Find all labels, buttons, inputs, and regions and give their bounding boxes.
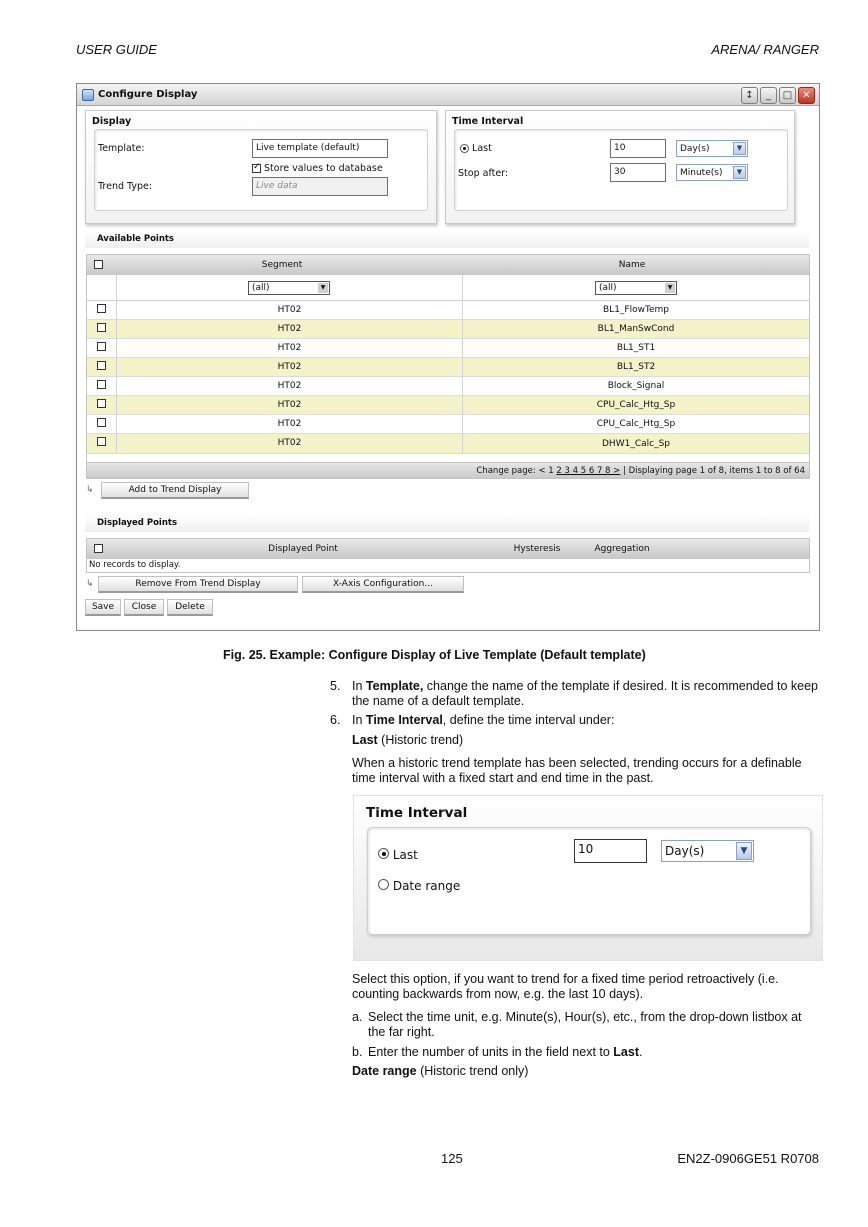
arrow-indicator-icon: ↳ <box>86 485 94 495</box>
stop-after-label: Stop after: <box>458 168 509 179</box>
displayed-select-all-cell <box>87 544 109 554</box>
time-interval-panel <box>445 110 795 224</box>
select-all-cell <box>87 260 109 270</box>
filter-row <box>87 275 809 301</box>
figure-caption: Fig. 25. Example: Configure Display of Live Template (Default template) <box>223 648 646 662</box>
template-label: Template: <box>98 143 145 154</box>
name-cell: BL1_ST1 <box>616 343 656 353</box>
store-values-option[interactable] <box>252 163 383 174</box>
step-b <box>352 1045 822 1060</box>
grid-spacer <box>87 453 809 462</box>
last-radio-option[interactable] <box>460 143 492 154</box>
filter-spacer <box>87 275 117 301</box>
row-checkbox[interactable] <box>97 380 106 389</box>
last-heading-bold: Last <box>352 733 378 747</box>
save-button[interactable]: Save <box>85 599 121 616</box>
row-checkbox[interactable] <box>97 304 106 313</box>
name-cell: BL1_ManSwCond <box>597 324 675 334</box>
display-panel-inner <box>94 129 428 211</box>
row-checkbox-cell <box>87 358 117 377</box>
name-cell: Block_Signal <box>607 381 665 391</box>
delete-button[interactable]: Delete <box>167 599 213 616</box>
step-b-label: b. <box>352 1045 363 1059</box>
time-interval-panel-title: Time Interval <box>452 116 524 127</box>
trend-type-input: Live data <box>252 177 388 196</box>
chevron-down-icon[interactable]: ▼ <box>318 283 328 293</box>
name-cell: BL1_FlowTemp <box>603 305 669 315</box>
step-6-text <box>352 713 822 728</box>
remove-from-trend-button[interactable]: Remove From Trend Display <box>98 576 298 593</box>
name-filter-select[interactable] <box>595 281 677 295</box>
segment-cell: HT02 <box>117 320 463 339</box>
select-all-checkbox[interactable] <box>94 260 103 269</box>
hysteresis-column-header[interactable]: Hysteresis <box>513 544 561 554</box>
stop-after-input[interactable]: 30 <box>610 163 666 182</box>
date-range-heading <box>352 1064 822 1079</box>
figure-date-range-option[interactable] <box>378 879 460 893</box>
aggregation-column-header[interactable]: Aggregation <box>594 544 650 554</box>
last-heading-post: (Historic trend) <box>377 733 464 747</box>
display-panel <box>85 110 437 224</box>
figure-last-input[interactable]: 10 <box>574 839 647 863</box>
step-5-bold: Template, <box>365 679 424 693</box>
chevron-down-icon[interactable]: ▼ <box>733 166 746 179</box>
displayed-select-all-checkbox[interactable] <box>94 544 103 553</box>
segment-filter-cell <box>117 275 463 301</box>
name-filter-value: (all) <box>599 282 617 293</box>
table-row[interactable] <box>87 377 809 396</box>
displayed-point-column-header[interactable]: Displayed Point <box>268 544 338 554</box>
page-number: 125 <box>441 1151 463 1166</box>
time-interval-panel-inner <box>454 129 788 211</box>
stop-unit-select[interactable] <box>676 164 748 181</box>
row-checkbox-cell <box>87 377 117 396</box>
figure-date-range-radio[interactable] <box>378 879 389 890</box>
step-5-pre: In <box>352 679 366 693</box>
row-checkbox-cell <box>87 301 117 320</box>
row-checkbox-cell <box>87 434 117 453</box>
table-row[interactable] <box>87 358 809 377</box>
chevron-down-icon[interactable]: ▼ <box>665 283 675 293</box>
empty-records-text: No records to display. <box>89 560 181 570</box>
displayed-points-title: Displayed Points <box>85 515 809 532</box>
row-checkbox-cell <box>87 320 117 339</box>
step-6-number: 6. <box>330 713 341 727</box>
trend-type-label: Trend Type: <box>98 181 153 192</box>
name-cell: CPU_Calc_Htg_Sp <box>596 419 676 429</box>
configure-display-window <box>76 83 820 631</box>
step-5-number: 5. <box>330 679 341 693</box>
stop-unit-value: Minute(s) <box>680 168 723 178</box>
segment-cell: HT02 <box>117 377 463 396</box>
figure-last-label: Last <box>392 848 418 862</box>
title-bar <box>77 84 819 106</box>
store-values-label: Store values to database <box>264 163 383 174</box>
last-heading <box>352 733 822 748</box>
segment-filter-select[interactable] <box>248 281 330 295</box>
last-unit-select[interactable] <box>676 140 748 157</box>
step-b-text <box>368 1045 822 1060</box>
step-6-pre: In <box>352 713 366 727</box>
close-button[interactable]: Close <box>124 599 164 616</box>
table-row[interactable] <box>87 434 809 453</box>
date-range-post: (Historic trend only) <box>416 1064 529 1078</box>
figure-last-option[interactable] <box>378 848 418 862</box>
figure-unit-select[interactable] <box>661 840 754 862</box>
arrow-indicator-icon: ↳ <box>86 579 94 589</box>
segment-cell: HT02 <box>117 434 463 453</box>
segment-cell: HT02 <box>117 301 463 320</box>
store-values-checkbox[interactable] <box>252 164 261 173</box>
last-unit-value: Day(s) <box>680 144 710 154</box>
table-row[interactable] <box>87 320 809 339</box>
name-cell: DHW1_Calc_Sp <box>602 438 670 449</box>
step-6-post: , define the time interval under: <box>442 713 615 727</box>
displayed-points-grid <box>86 538 810 573</box>
name-filter-cell <box>463 275 809 301</box>
time-interval-figure-title: Time Interval <box>366 805 468 821</box>
table-row[interactable] <box>87 339 809 358</box>
name-cell: BL1_ST2 <box>616 362 656 372</box>
figure-last-radio[interactable] <box>378 848 389 859</box>
row-checkbox[interactable] <box>97 418 106 427</box>
last-value-input[interactable]: 10 <box>610 139 666 158</box>
row-checkbox[interactable] <box>97 323 106 332</box>
available-points-title: Available Points <box>85 231 809 248</box>
pager-status: | Displaying page 1 of 8, items 1 to 8 of 64 <box>620 466 805 476</box>
add-to-trend-button[interactable]: Add to Trend Display <box>101 482 249 499</box>
maximize-button[interactable]: □ <box>779 87 796 104</box>
x-axis-config-button[interactable]: X-Axis Configuration... <box>302 576 464 593</box>
minimize-button[interactable]: _ <box>760 87 777 104</box>
row-checkbox-cell <box>87 339 117 358</box>
step-b-post: . <box>639 1045 643 1059</box>
figure-unit-value: Day(s) <box>665 844 705 858</box>
last-radio[interactable] <box>460 144 469 153</box>
window-title: Configure Display <box>98 89 198 100</box>
step-5-text <box>352 679 822 709</box>
pager <box>87 462 809 478</box>
date-range-bold: Date range <box>352 1064 417 1078</box>
segment-cell: HT02 <box>117 339 463 358</box>
step-5-post: change the name of the template if desired. It is recommended to keep the name of a default template. <box>352 679 818 708</box>
select-option-paragraph: Select this option, if you want to trend for a fixed time period retroactively (i.e. counting backwards from now, e.g. the last 10 days). <box>352 972 779 1001</box>
header-right: ARENA/ RANGER <box>711 42 819 57</box>
row-checkbox-cell <box>87 396 117 415</box>
app-icon <box>82 89 94 101</box>
window-controls <box>741 87 815 104</box>
chevron-down-icon[interactable]: ▼ <box>733 142 746 155</box>
pager-prefix: Change page: < 1 <box>476 466 557 476</box>
display-panel-title: Display <box>92 116 132 127</box>
step-b-pre: Enter the number of units in the field next to <box>368 1045 614 1059</box>
pager-links[interactable]: 2 3 4 5 6 7 8 > <box>556 466 621 476</box>
close-window-button[interactable]: ✕ <box>798 87 815 104</box>
name-cell: CPU_Calc_Htg_Sp <box>596 400 676 410</box>
segment-cell: HT02 <box>117 358 463 377</box>
row-checkbox[interactable] <box>97 437 106 446</box>
step-6-bold: Time Interval <box>365 713 443 727</box>
row-checkbox[interactable] <box>97 361 106 370</box>
segment-filter-value: (all) <box>252 282 270 293</box>
row-checkbox[interactable] <box>97 399 106 408</box>
step-a <box>352 1010 822 1040</box>
step-a-text: Select the time unit, e.g. Minute(s), Hour(s), etc., from the drop-down listbox at the far right. <box>368 1010 802 1039</box>
template-input[interactable]: Live template (default) <box>252 139 388 158</box>
row-checkbox-cell <box>87 415 117 434</box>
segment-column-header[interactable]: Segment <box>261 260 303 270</box>
row-checkbox[interactable] <box>97 342 106 351</box>
figure-date-range-label: Date range <box>392 879 461 893</box>
segment-cell: HT02 <box>117 415 463 434</box>
table-row[interactable] <box>87 415 809 434</box>
chevron-down-icon[interactable]: ▼ <box>736 842 752 860</box>
step-b-bold: Last <box>613 1045 639 1059</box>
time-interval-figure-inner <box>367 827 811 935</box>
resize-icon[interactable]: ↕ <box>741 87 758 104</box>
available-points-grid <box>86 254 810 479</box>
historic-paragraph: When a historic trend template has been selected, trending occurs for a definable time interval with a fixed start and end time in the past. <box>352 756 802 785</box>
time-interval-figure <box>353 795 823 961</box>
table-row[interactable] <box>87 301 809 320</box>
segment-cell: HT02 <box>117 396 463 415</box>
available-points-header <box>87 255 809 275</box>
step-a-label: a. <box>352 1010 363 1024</box>
name-column-header[interactable]: Name <box>618 260 646 270</box>
header-left: USER GUIDE <box>76 42 157 57</box>
last-label: Last <box>472 143 492 154</box>
displayed-points-header <box>87 539 809 559</box>
table-row[interactable] <box>87 396 809 415</box>
document-id: EN2Z-0906GE51 R0708 <box>677 1151 819 1166</box>
